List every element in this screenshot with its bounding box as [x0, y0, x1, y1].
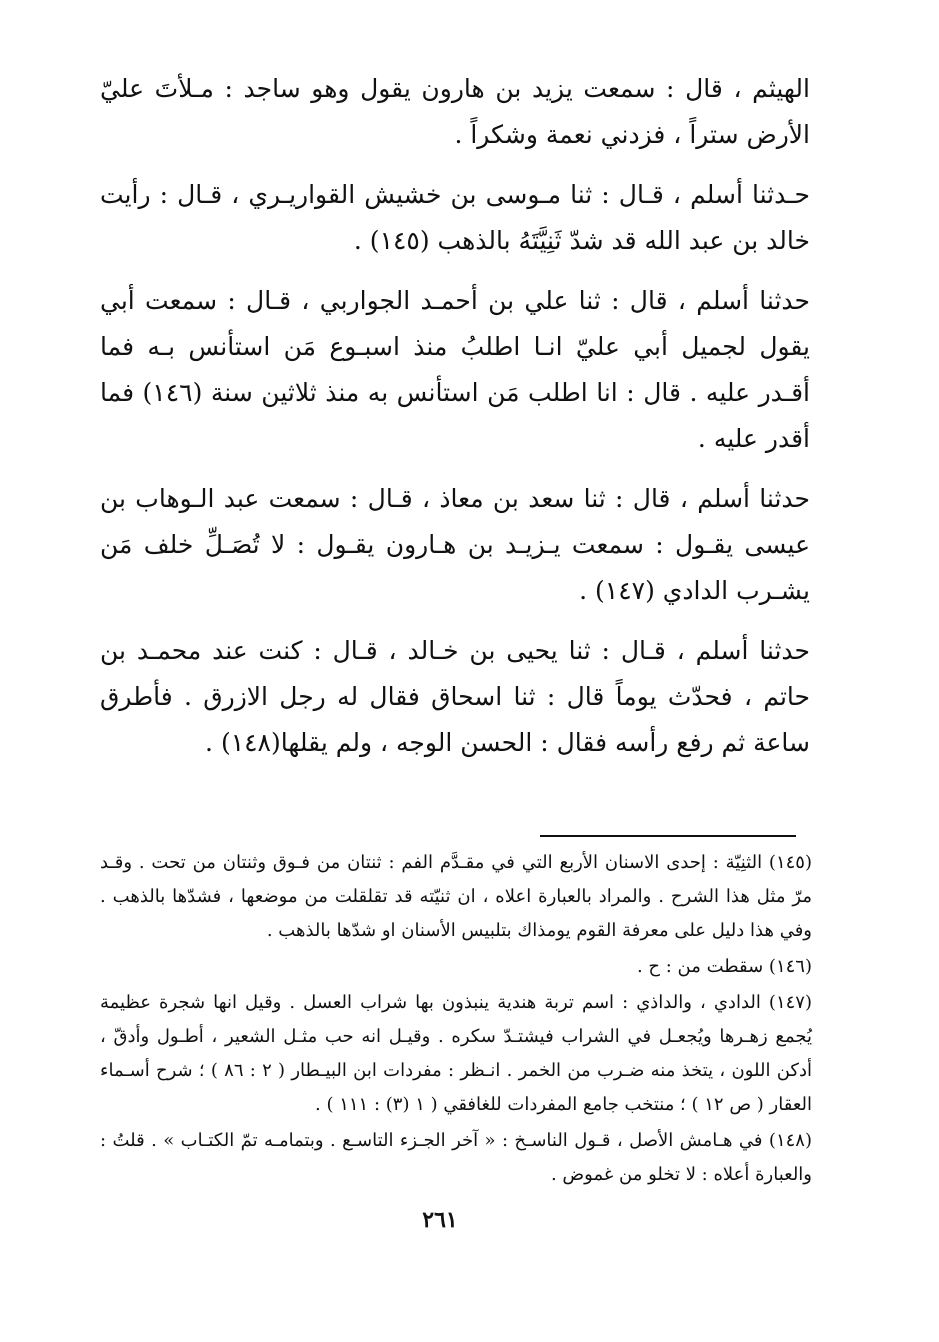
- footnotes: [100, 846, 812, 1194]
- footnote-146: (١٤٦) سقطت من : ح .: [636, 956, 812, 977]
- paragraph-jawarbi: حدثنا أسلم ، قال : ثنا علي بن أحمـد الجواربي ، قـال : سمعت أبي يقول لجميل أبي عليّ انـا اطلبُ منذ اسبـوع مَن استأنس بـه فما أقـدر عليه . قال : انا اطلب مَن استأنس به منذ ثلاثين سنة (١٤٦) فما أقدر عليه .: [100, 286, 810, 453]
- footnote-147: (١٤٧) الدادي ، والداذي : اسم تربة هندية ينبذون بها شراب العسل . وقيل انها شجرة عظيمة يُجمع زهـرها ويُجعـل في الشراب فيشتـدّ سكره . وقيـل انه حب مثـل الشعير ، أطـول وأدقّ ، أدكن اللون ، يتخذ منه ضـرب من الخمر . انـظر : مفردات ابن البيـطار ( ٢ : ٨٦ ) ؛ شرح أسـماء العقار ( ص ١٢ ) ؛ منتخب جامع المفردات للغافقي ( ١ (٣) : ١١١ ) .: [100, 992, 812, 1115]
- page-number: ٢٦١: [422, 1207, 458, 1233]
- paragraph-khalid: حـدثنا أسلم ، قـال : ثنا مـوسى بن خشيش القواريـري ، قـال : رأيت خالد بن عبد الله قد شدّ ثَنِيَّتَهُ بالذهب (١٤٥) .: [100, 180, 810, 255]
- main-text: [100, 66, 810, 780]
- paragraph-saad: حدثنا أسلم ، قال : ثنا سعد بن معاذ ، قـال : سمعت عبد الـوهاب بن عيسى يقـول : سمعت يـزيـد بن هـارون يقـول : لا تُصَـلِّ خلف مَن يشـرب الدادي (١٤٧) .: [100, 484, 810, 605]
- paragraph-haytham: الهيثم ، قال : سمعت يزيد بن هارون يقول وهو ساجد : مـلأتَ عليّ الأرض ستراً ، فزدني نعمة وشكراً .: [100, 74, 810, 149]
- footnote-148: (١٤٨) في هـامش الأصل ، قـول الناسـخ : « آخر الجـزء التاسـع . وبتمامـه تمّ الكتـاب » . قلتُ : والعبارة أعلاه : لا تخلو من غموض .: [100, 1130, 812, 1185]
- paragraph-yahya: حدثنا أسلم ، قـال : ثنا يحيى بن خـالد ، قـال : كنت عند محمـد بن حاتم ، فحدّث يوماً قال : ثنا اسحاق فقال له رجل الازرق . فأطرق ساعة ثم رفع رأسه فقال : الحسن الوجه ، ولم يقلها(١٤٨) .: [100, 636, 810, 757]
- footnote-separator: [540, 835, 796, 837]
- footnote-145: (١٤٥) الثنِيّة : إحدى الاسنان الأربع التي في مقـدَّم الفم : ثنتان من فـوق وثنتان من تحت . وقـد مرّ مثل هذا الشرح . والمراد بالعبارة اعلاه ، ان ثنيّته قد تقلقلت من موضعها ، فشدّها بالذهب . وفي هذا دليل على معرفة القوم يومذاك بتلبيس الأسنان او شدّها بالذهب .: [100, 852, 812, 941]
